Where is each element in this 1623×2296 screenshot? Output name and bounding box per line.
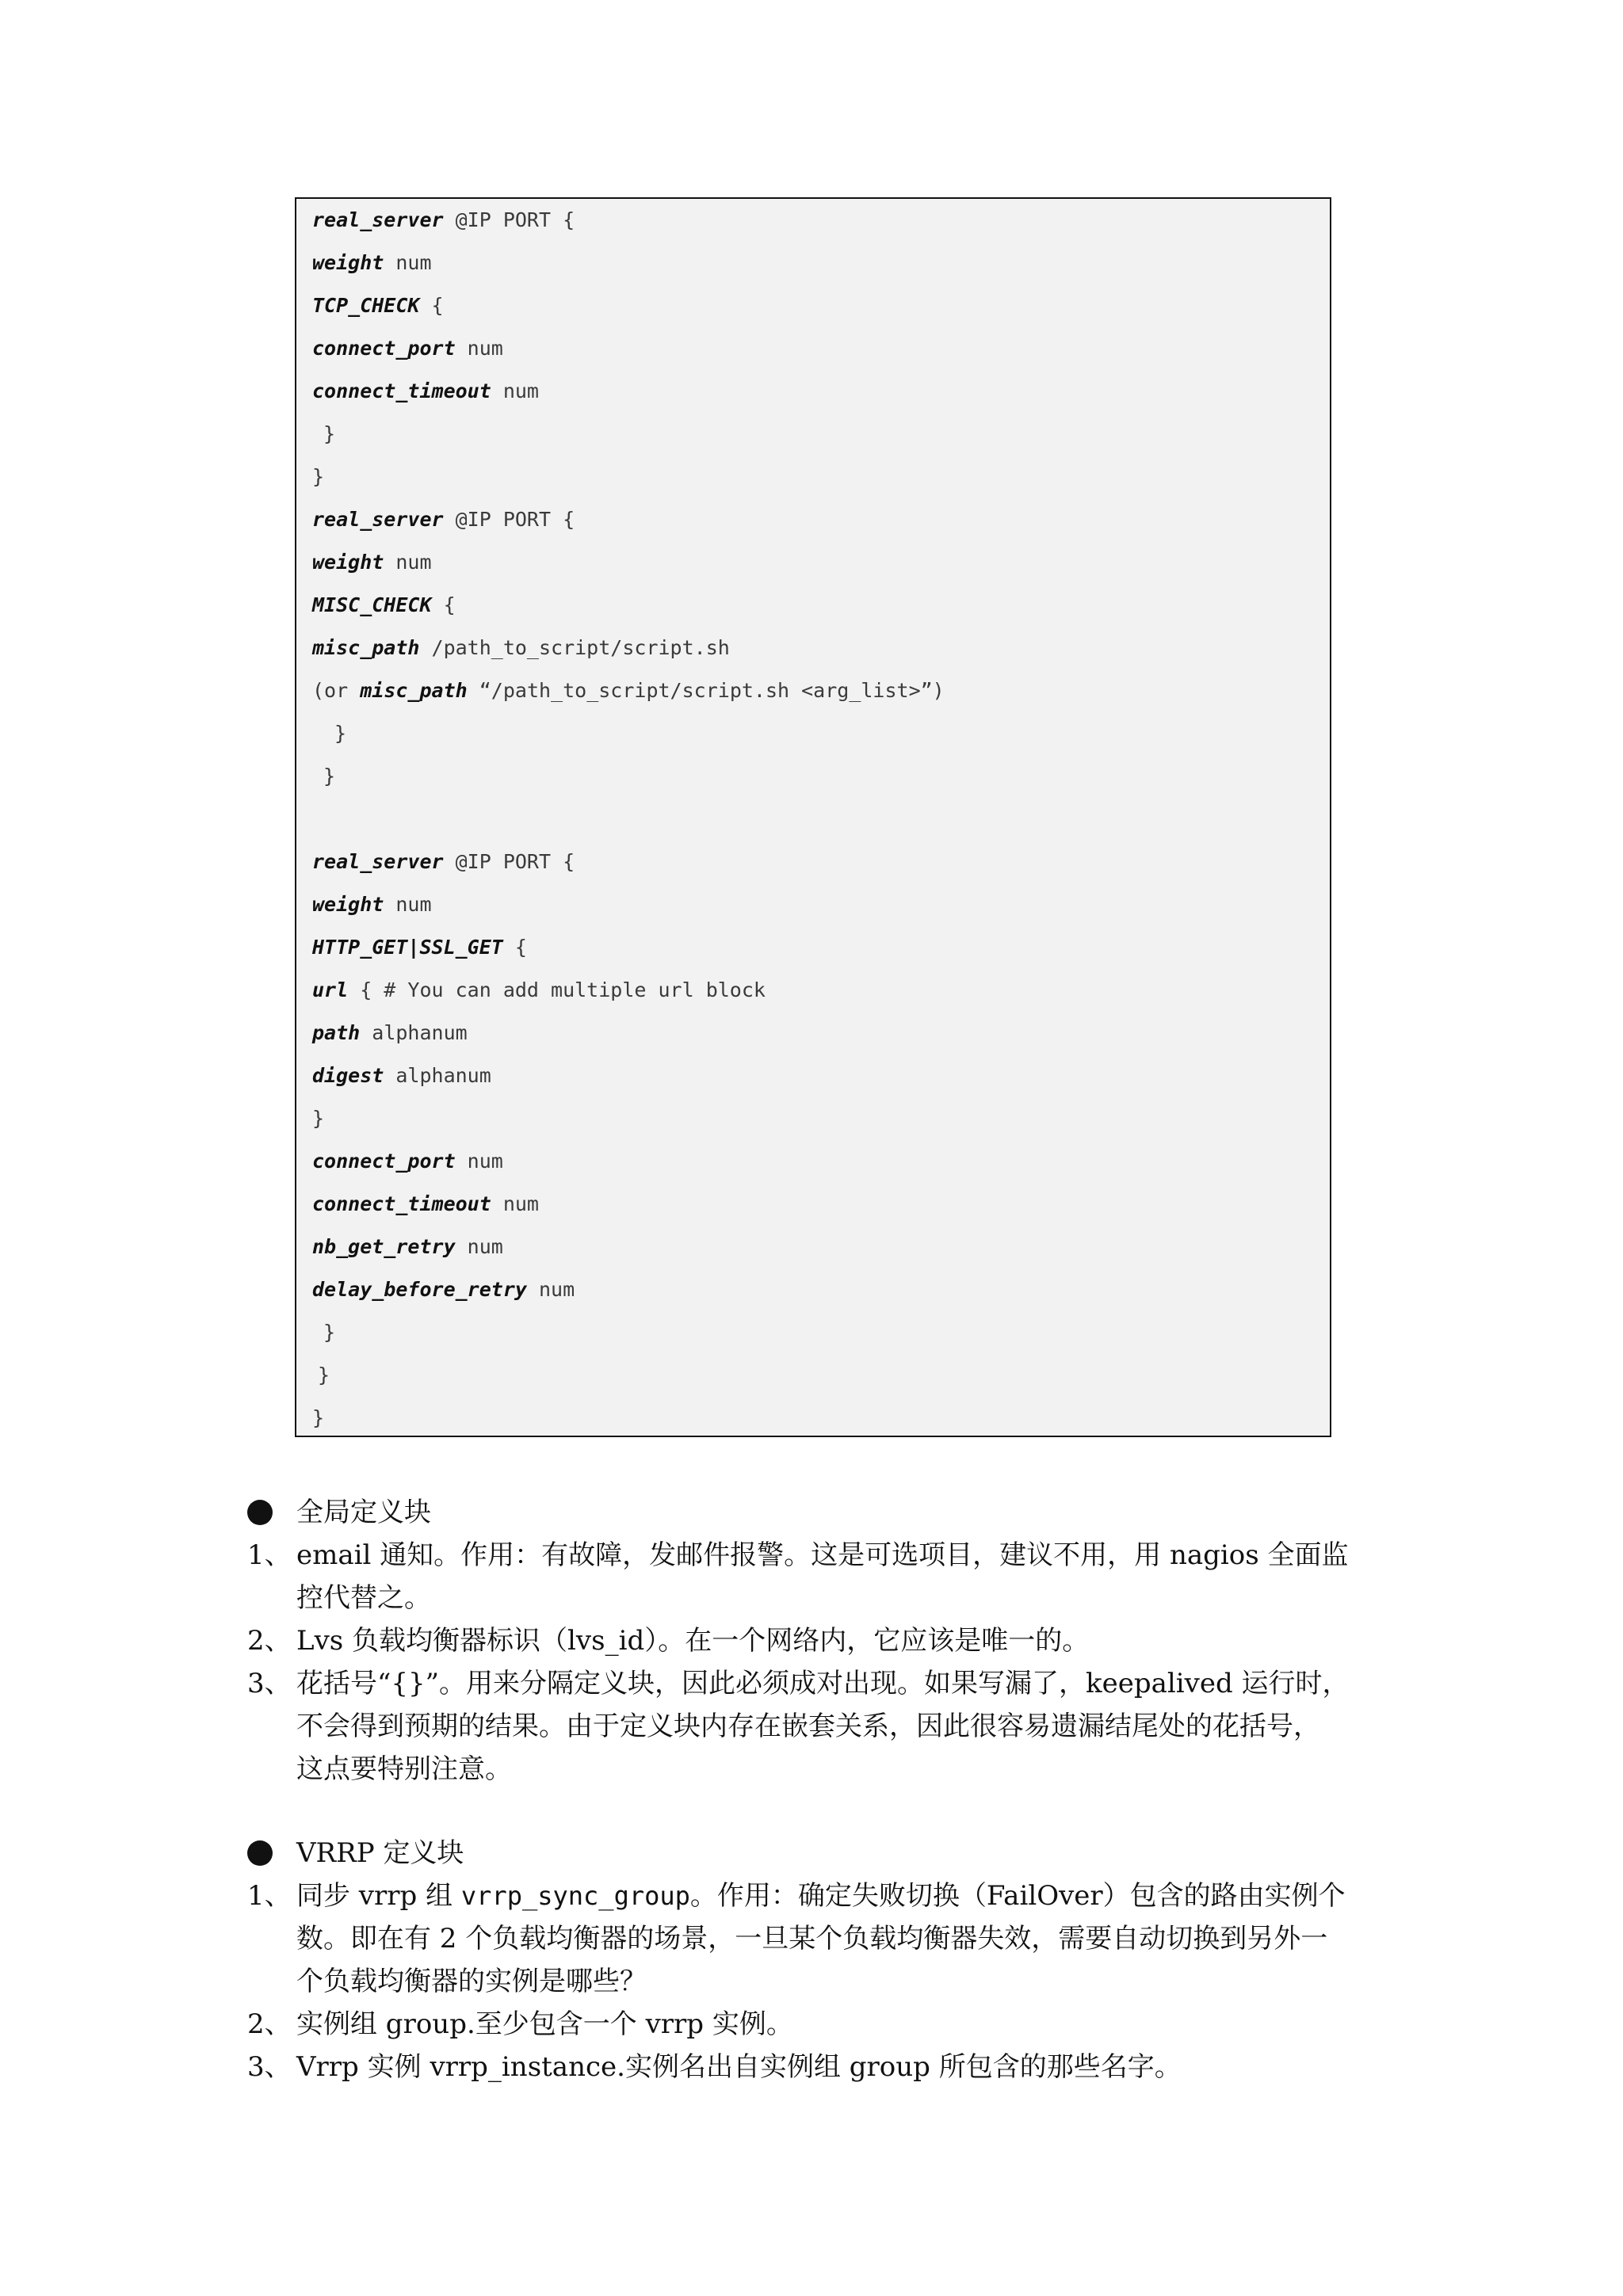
code-keyword: HTTP_GET|SSL_GET [312,936,503,959]
code-text: num [455,1235,503,1258]
code-keyword: url [312,978,349,1001]
code-line [312,242,432,284]
code-line [312,199,575,242]
list-item-text [296,1619,1390,1662]
code-text: num [384,893,432,916]
section-global-title: 全局定义块 [296,1497,431,1528]
code-text: num [455,337,503,360]
code-text: num [384,551,432,574]
code-line [334,712,346,755]
list-item-text [296,2003,1390,2046]
code-text: { # You can add multiple url block [348,978,766,1001]
section-global-heading [0,1491,1623,1534]
list-item-line: 不会得到预期的结果。由于定义块内存在嵌套关系，因此很容易遗漏结尾处的花括号， [296,1711,1320,1742]
code-text: num [455,1150,503,1173]
code-keyword: TCP_CHECK [312,294,420,317]
list-item-line: 个负载均衡器的实例是哪些？ [296,1966,647,1997]
code-text: @IP PORT { [443,850,575,873]
code-keyword: real_server [312,508,444,531]
code-text: “/path_to_script/script.sh <arg_list>”) [467,679,945,702]
code-line [312,584,456,627]
code-line [323,755,335,798]
list-item-text [296,1534,1390,1619]
code-line [312,370,539,413]
code-line [312,327,503,370]
code-text: { [431,593,456,616]
section-vrrp-heading [0,1832,1623,1875]
code-keyword: connect_port [312,1150,456,1173]
code-line [312,284,444,327]
code-line [312,969,766,1012]
list-item-number: 1、 [247,1539,292,1571]
code-line [312,1268,575,1311]
code-keyword: weight [312,251,384,274]
list-item-number: 3、 [247,2051,292,2083]
code-line [312,627,730,669]
code-line [312,498,575,541]
code-text: } [323,765,336,788]
list-item-line: Vrrp 实例 vrrp_instance.实例名出自实例组 group 所包含的那些名字。 [296,2051,1182,2083]
bullet-icon [247,1500,273,1525]
code-text: { [502,936,527,959]
code-line [318,1354,330,1397]
code-text: num [526,1278,575,1301]
list-item-number: 3、 [247,1668,292,1699]
code-keyword: real_server [312,850,444,873]
list-item-line: email 通知。作用：有故障，发邮件报警。这是可选项目，建议不用，用 nagios 全面监 [296,1539,1349,1571]
code-keyword: path [312,1021,361,1044]
code-keyword: real_server [312,208,444,231]
code-keyword: digest [312,1064,384,1087]
code-text: } [318,1363,330,1386]
bullet-icon [247,1840,273,1866]
list-item-line: Lvs 负载均衡器标识（lvs_id）。在一个网络内，它应该是唯一的。 [296,1625,1090,1657]
code-line [312,1140,503,1183]
list-item-text [296,1875,1390,2003]
code-keyword: MISC_CHECK [312,593,432,616]
list-item-text [296,2046,1390,2088]
code-keyword: weight [312,551,384,574]
code-line [312,1397,324,1440]
code-line [312,926,527,969]
code-text: } [312,1107,325,1130]
list-item-line: 这点要特别注意。 [296,1753,512,1785]
code-text: num [384,251,432,274]
code-keyword: connect_timeout [312,379,491,402]
list-item-number: 2、 [247,1625,292,1657]
code-line [312,456,324,498]
code-text: } [323,422,336,445]
code-block [295,197,1331,1437]
code-keyword: weight [312,893,384,916]
code-text: } [312,465,325,488]
text-segment: 。作用：确定失败切换（FailOver）包含的路由实例个 [689,1880,1346,1912]
list-item-number: 1、 [247,1880,292,1912]
code-line [312,1097,324,1140]
code-keyword: connect_timeout [312,1192,491,1215]
list-item-line: 数。即在有 2 个负载均衡器的场景，一旦某个负载均衡器失效，需要自动切换到另外一 [296,1923,1328,1955]
code-line [312,669,945,712]
code-keyword: misc_path [312,636,420,659]
code-text: } [334,722,347,745]
code-text: alphanum [360,1021,468,1044]
code-keyword: misc_path [360,679,468,702]
code-text: @IP PORT { [443,208,575,231]
code-line [312,1012,468,1055]
code-text: { [419,294,444,317]
list-item-line: 控代替之。 [296,1582,431,1614]
list-item-line: 实例组 group.至少包含一个 vrrp 实例。 [296,2008,793,2040]
code-text: num [491,1192,539,1215]
list-item-number: 2、 [247,2008,292,2040]
code-text: alphanum [384,1064,491,1087]
code-line [312,1055,491,1097]
list-item-line [296,1875,1390,1917]
list-item-text [296,1662,1390,1791]
code-line [312,541,432,584]
list-item-line: 花括号“{}”。用来分隔定义块，因此必须成对出现。如果写漏了，keepalived 运行时， [296,1668,1350,1699]
code-keyword: nb_get_retry [312,1235,456,1258]
code-line [312,883,432,926]
code-text: } [312,1406,325,1429]
code-line [312,1183,539,1226]
inline-code: vrrp_sync_group [460,1881,690,1911]
code-text: /path_to_script/script.sh [419,636,730,659]
code-line [312,1226,503,1268]
code-prefix: (or [312,679,361,702]
section-vrrp-title: VRRP 定义块 [296,1837,464,1869]
code-keyword: connect_port [312,337,456,360]
code-line [323,1311,335,1354]
text-segment: 同步 vrrp 组 [296,1880,461,1912]
code-text: num [491,379,539,402]
code-line [323,413,335,456]
code-keyword: delay_before_retry [312,1278,527,1301]
code-text: @IP PORT { [443,508,575,531]
code-text: } [323,1321,336,1344]
code-line [312,841,575,883]
